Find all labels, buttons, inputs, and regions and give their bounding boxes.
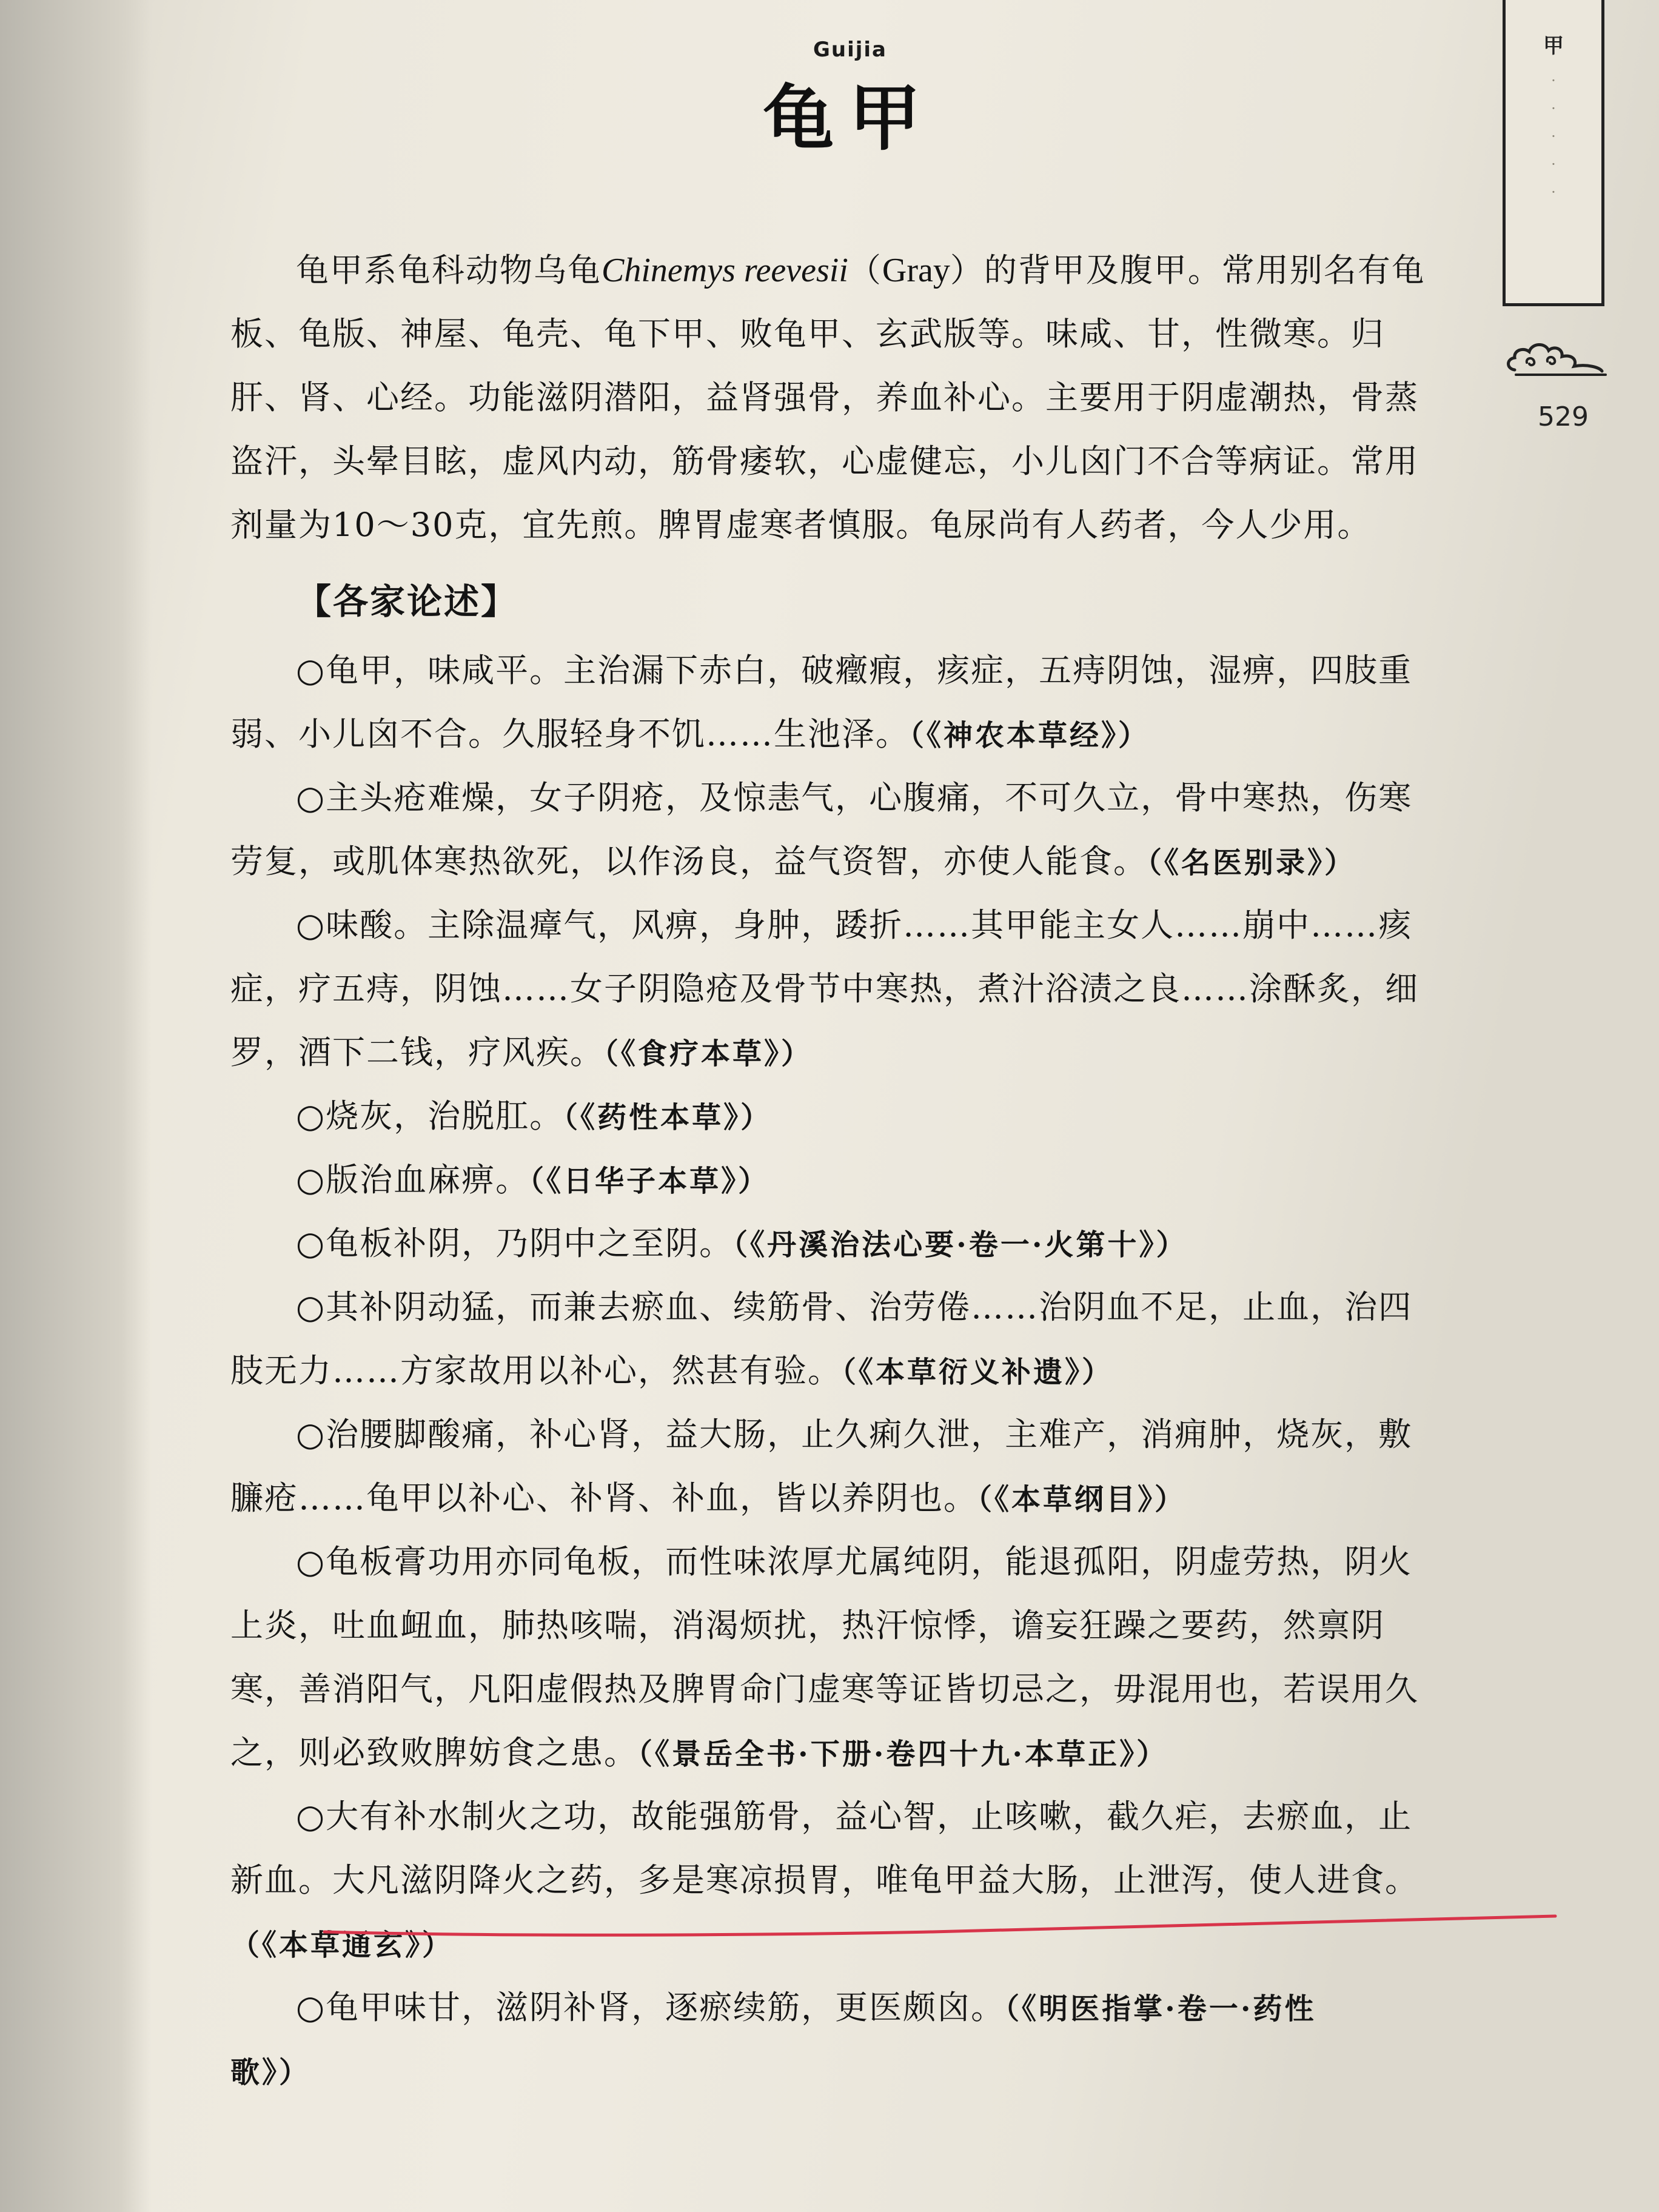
entry-line: ○版治血麻痹。（《日华子本草》） (296, 1161, 770, 1199)
source-citation: （《明医指掌·卷一·药性 (1005, 1992, 1316, 2026)
entry-line: 上炎，吐血衄血，肺热咳喘，消渴烦扰，热汗惊悸，谵妄狂躁之要药，然禀阴 (230, 1606, 1385, 1644)
entry-line: 罗，酒下二钱，疗风疾。（《食疗本草》） (230, 1033, 813, 1071)
source-citation: （《神农本草经》） (910, 719, 1150, 752)
title-pinyin: Guijia (813, 38, 888, 62)
source-citation: （《药性本草》） (563, 1101, 773, 1134)
entry-line: ○龟甲味甘，滋阴补肾，逐瘀续筋，更医颇囟。（《明医指掌·卷一·药性 (296, 1988, 1316, 2026)
page-number: 529 (1538, 401, 1589, 432)
intro-line-4: 盗汗，头晕目眩，虚风内动，筋骨痿软，心虚健忘，小儿囟门不合等病证。常用 (230, 442, 1419, 480)
entry-line: 新血。大凡滋阴降火之药，多是寒凉损胃，唯龟甲益大肠，止泄泻，使人进食。 (230, 1861, 1419, 1899)
intro-line-2: 板、龟版、神屋、龟壳、龟下甲、败龟甲、玄武版等。味咸、甘，性微寒。归 (230, 315, 1385, 353)
source-citation: （《食疗本草》） (604, 1037, 813, 1071)
entry-line: 之，则必致败脾妨食之患。（《景岳全书·下册·卷四十九·本草正》） (230, 1734, 1168, 1772)
intro-line-5: 剂量为10～30克，宜先煎。脾胃虚寒者慎服。龟尿尚有人药者，今人少用。 (230, 506, 1372, 544)
side-tab-faint-text: · · · · · (1551, 72, 1556, 201)
source-citation: （《本草通玄》） (230, 1928, 454, 1962)
source-citation: （《本草纲目》） (977, 1483, 1187, 1517)
entry-line: ○治腰脚酸痛，补心肾，益大肠，止久痢久泄，主难产，消痈肿，烧灰，敷 (296, 1415, 1413, 1453)
entry-line: ○龟板膏功用亦同龟板，而性味浓厚尤属纯阴，能退孤阳，阴虚劳热，阴火 (296, 1543, 1413, 1581)
entry-line: ○龟甲，味咸平。主治漏下赤白，破癥瘕，痎症，五痔阴蚀，湿痹，四肢重 (296, 651, 1413, 689)
entry-line: 劳复，或肌体寒热欲死，以作汤良，益气资智，亦使人能食。（《名医别录》） (230, 842, 1356, 880)
entry-line: 弱、小儿囟不合。久服轻身不饥……生池泽。（《神农本草经》） (230, 715, 1150, 753)
entry-line: ○大有补水制火之功，故能强筋骨，益心智，止咳嗽，截久疟，去瘀血，止 (296, 1797, 1413, 1835)
page-title: 龟甲 (762, 76, 935, 160)
entry-line (230, 2049, 1504, 2093)
source-citation: 歌》） (230, 2056, 311, 2090)
underlined-passage: 大凡滋阴降火之药，多是寒凉损胃，唯龟甲益大肠，止泄泻，使人进食。 (332, 1861, 1419, 1899)
page-shadow (0, 0, 152, 2212)
entry-line: ○主头疮难燥，女子阴疮，及惊恚气，心腹痛，不可久立，骨中寒热，伤寒 (296, 779, 1413, 817)
source-citation: （《景岳全书·下册·卷四十九·本草正》） (638, 1737, 1168, 1771)
source-citation: （《丹溪治法心要·卷一·火第十》） (733, 1228, 1188, 1262)
entry-line: 臁疮……龟甲以补心、补肾、补血，皆以养阴也。（《本草纲目》） (230, 1479, 1187, 1517)
entry-line: 寒，善消阳气，凡阳虚假热及脾胃命门虚寒等证皆切忌之，毋混用也，若误用久 (230, 1670, 1419, 1708)
entry-line: ○烧灰，治脱肛。（《药性本草》） (296, 1097, 773, 1135)
red-pen-underline (324, 1908, 1561, 1944)
source-citation: （《日华子本草》） (529, 1164, 770, 1198)
side-tab-char: 甲 (1543, 34, 1564, 58)
entry-line: 肢无力……方家故用以补心，然甚有验。（《本草衍义补遗》） (230, 1352, 1114, 1390)
side-tab (1503, 0, 1604, 306)
section-heading: 【各家论述】 (296, 581, 518, 622)
entry-line: ○其补阴动猛，而兼去瘀血、续筋骨、治劳倦……治阴血不足，止血，治四 (296, 1288, 1413, 1326)
intro-line-3: 肝、肾、心经。功能滋阴潜阳，益肾强骨，养血补心。主要用于阴虚潮热，骨蒸 (230, 378, 1419, 417)
entry-line: ○味酸。主除温瘴气，风痹，身肿，踒折……其甲能主女人……崩中……痎 (296, 906, 1413, 944)
intro-line-1: 龟甲系龟科动物乌龟Chinemys reevesii（Gray）的背甲及腹甲。常用别名有龟 (296, 251, 1426, 289)
source-citation: （《名医别录》） (1147, 846, 1356, 880)
source-citation: （《本草衍义补遗》） (842, 1355, 1114, 1389)
entry-line: ○龟板补阴，乃阴中之至阴。（《丹溪治法心要·卷一·火第十》） (296, 1224, 1188, 1262)
cloud-ornament-icon (1503, 332, 1612, 387)
entry-line: 症，疗五痔，阴蚀……女子阴隐疮及骨节中寒热，煮汁浴渍之良……涂酥炙，细 (230, 970, 1419, 1008)
body-text (230, 249, 1504, 2113)
